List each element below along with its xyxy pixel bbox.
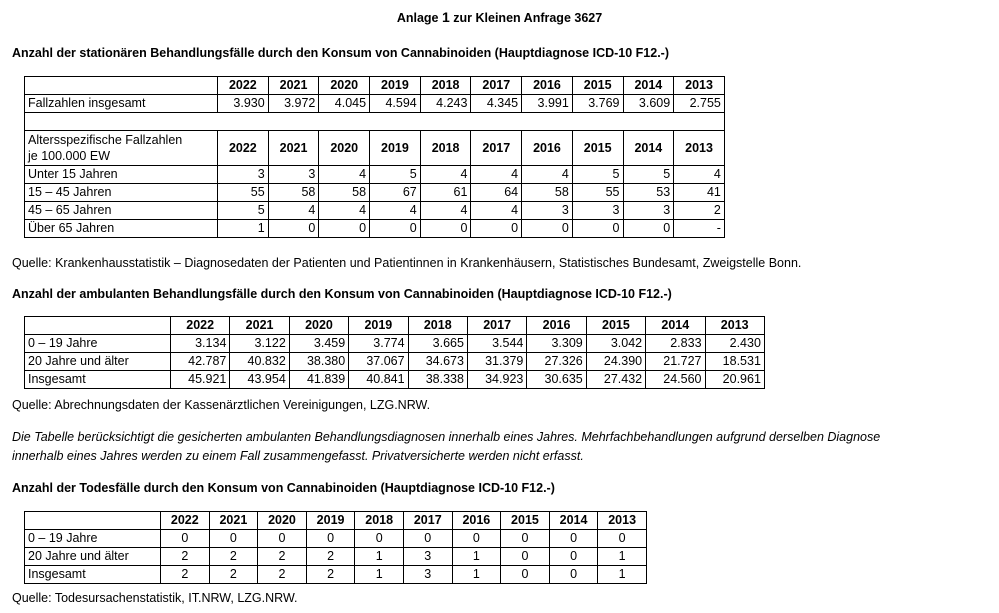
table-cell: 3.769: [572, 95, 623, 113]
table-cell: 2: [209, 548, 258, 566]
table-row: [25, 566, 647, 584]
table-cell: 4.045: [319, 95, 370, 113]
table-cell: 4: [471, 166, 522, 184]
row-label: Insgesamt: [25, 566, 161, 584]
header-row: [25, 131, 725, 166]
table-cell: 1: [452, 566, 501, 584]
row-label: Insgesamt: [25, 371, 171, 389]
row-label: 0 – 19 Jahre: [25, 335, 171, 353]
table-cell: 3.991: [522, 95, 573, 113]
table-cell: 55: [572, 184, 623, 202]
year-header: 2015: [572, 131, 623, 166]
section2-note: [12, 428, 880, 466]
row-label: 20 Jahre und älter: [25, 353, 171, 371]
section2-heading: Anzahl der ambulanten Behandlungsfälle durch den Konsum von Cannabinoiden (Hauptdiagnose ICD-10 F12.-): [12, 287, 672, 301]
table-cell: 0: [355, 530, 404, 548]
document-title: [0, 9, 999, 25]
year-header: 2019: [370, 131, 421, 166]
header-row: [25, 77, 725, 95]
section3-source: Quelle: Todesursachenstatistik, IT.NRW, LZG.NRW.: [12, 591, 298, 605]
table-cell: 67: [370, 184, 421, 202]
table-cell: 21.727: [646, 353, 705, 371]
header-blank-cell: [25, 317, 171, 335]
table-cell: 0: [452, 530, 501, 548]
table-cell: 2.430: [705, 335, 764, 353]
table-cell: 0: [522, 220, 573, 238]
year-header: 2014: [549, 512, 598, 530]
section2-note-line1: Die Tabelle berücksichtigt die gesicherten ambulanten Behandlungsdiagnosen innerhalb eines Jahres. Mehrfachbehandlungen aufgrund derselben Diagnose: [12, 430, 881, 444]
table-cell: 53: [623, 184, 674, 202]
inpatient-table: [24, 76, 725, 238]
table-row: [25, 184, 725, 202]
table-cell: 3.930: [218, 95, 269, 113]
table-cell: 4.594: [370, 95, 421, 113]
year-header: 2016: [522, 131, 573, 166]
table-cell: 3.042: [586, 335, 645, 353]
table-cell: 4.345: [471, 95, 522, 113]
year-header: 2022: [218, 131, 269, 166]
table-cell: 45.921: [171, 371, 230, 389]
section1-heading: Anzahl der stationären Behandlungsfälle durch den Konsum von Cannabinoiden (Hauptdiagnose ICD-10 F12.-): [12, 46, 670, 60]
table-cell: 4: [471, 202, 522, 220]
row-label: 0 – 19 Jahre: [25, 530, 161, 548]
table-cell: 24.390: [586, 353, 645, 371]
table-cell: 0: [549, 530, 598, 548]
table-cell: 0: [623, 220, 674, 238]
year-header: 2021: [268, 77, 319, 95]
table-cell: 1: [452, 548, 501, 566]
table-cell: 64: [471, 184, 522, 202]
table-cell: 0: [161, 530, 210, 548]
header-row: [25, 512, 647, 530]
row-label: Über 65 Jahren: [25, 220, 218, 238]
table-cell: 2: [258, 566, 307, 584]
year-header: 2021: [209, 512, 258, 530]
table-cell: 4: [674, 166, 725, 184]
age-header-line1: Altersspezifische Fallzahlen: [28, 133, 183, 147]
table-row: [25, 166, 725, 184]
table-cell: 0: [258, 530, 307, 548]
table-cell: 2: [258, 548, 307, 566]
table-cell: 1: [355, 548, 404, 566]
table-cell: 41.839: [289, 371, 348, 389]
section2-source: Quelle: Abrechnungsdaten der Kassenärztlichen Vereinigungen, LZG.NRW.: [12, 398, 431, 412]
table-cell: 55: [218, 184, 269, 202]
table-cell: 5: [572, 166, 623, 184]
table-cell: 31.379: [467, 353, 526, 371]
table-cell: 3: [403, 566, 452, 584]
title-prefix: Anlage: [396, 11, 439, 25]
table-cell: 0: [420, 220, 471, 238]
year-header: 2021: [268, 131, 319, 166]
table-cell: 42.787: [171, 353, 230, 371]
table-cell: 61: [420, 184, 471, 202]
table-cell: 3: [572, 202, 623, 220]
table-row: [25, 548, 647, 566]
table-cell: 58: [268, 184, 319, 202]
year-header: 2017: [403, 512, 452, 530]
year-header: 2016: [522, 77, 573, 95]
table-cell: 3.609: [623, 95, 674, 113]
table-cell: 0: [403, 530, 452, 548]
year-header: 2013: [598, 512, 647, 530]
table-row: [25, 335, 765, 353]
table-cell: 4: [420, 202, 471, 220]
row-label: Fallzahlen insgesamt: [25, 95, 218, 113]
table-cell: 3: [623, 202, 674, 220]
year-header: 2017: [471, 131, 522, 166]
year-header: 2015: [572, 77, 623, 95]
title-suffix: zur Kleinen Anfrage 3627: [453, 11, 603, 25]
year-header: 2017: [467, 317, 526, 335]
table-cell: 0: [319, 220, 370, 238]
table-cell: 0: [209, 530, 258, 548]
outpatient-table: [24, 316, 765, 389]
table-cell: 1: [355, 566, 404, 584]
section3-heading: Anzahl der Todesfälle durch den Konsum von Cannabinoiden (Hauptdiagnose ICD-10 F12.-): [12, 481, 555, 495]
year-header: 2014: [623, 131, 674, 166]
table-cell: 0: [370, 220, 421, 238]
year-header: 2020: [319, 77, 370, 95]
year-header: 2015: [501, 512, 550, 530]
year-header: 2018: [355, 512, 404, 530]
table-cell: 2: [306, 566, 355, 584]
table-cell: 3.122: [230, 335, 289, 353]
table-cell: 0: [572, 220, 623, 238]
row-label: 20 Jahre und älter: [25, 548, 161, 566]
table-cell: 3.972: [268, 95, 319, 113]
year-header: 2019: [306, 512, 355, 530]
year-header: 2019: [370, 77, 421, 95]
table-cell: 58: [319, 184, 370, 202]
year-header: 2015: [586, 317, 645, 335]
year-header: 2022: [161, 512, 210, 530]
table-cell: 2: [209, 566, 258, 584]
deaths-table: [24, 511, 647, 584]
year-header: 2016: [452, 512, 501, 530]
row-label: 15 – 45 Jahren: [25, 184, 218, 202]
year-header: 2020: [258, 512, 307, 530]
year-header: 2013: [674, 77, 725, 95]
table-cell: 3: [218, 166, 269, 184]
table-cell: 34.673: [408, 353, 467, 371]
year-header: 2021: [230, 317, 289, 335]
table-cell: 0: [549, 566, 598, 584]
table-cell: 0: [501, 566, 550, 584]
table-cell: 38.380: [289, 353, 348, 371]
table-cell: 1: [598, 566, 647, 584]
table-cell: 4: [420, 166, 471, 184]
year-header: 2022: [218, 77, 269, 95]
table-cell: 5: [370, 166, 421, 184]
table-cell: 0: [501, 530, 550, 548]
table-cell: 0: [501, 548, 550, 566]
row-label: 45 – 65 Jahren: [25, 202, 218, 220]
year-header: 2020: [319, 131, 370, 166]
table-cell: 2: [161, 548, 210, 566]
table-cell: 0: [598, 530, 647, 548]
header-blank-cell: [25, 512, 161, 530]
table-cell: 0: [549, 548, 598, 566]
table-cell: 40.832: [230, 353, 289, 371]
table-cell: 20.961: [705, 371, 764, 389]
table-cell: 2: [674, 202, 725, 220]
table-cell: 2.755: [674, 95, 725, 113]
year-header: 2018: [420, 77, 471, 95]
table-row: [25, 95, 725, 113]
table-cell: 4.243: [420, 95, 471, 113]
table-cell: 4: [319, 166, 370, 184]
year-header: 2019: [349, 317, 408, 335]
table-cell: 3.774: [349, 335, 408, 353]
year-header: 2013: [674, 131, 725, 166]
table-cell: 40.841: [349, 371, 408, 389]
table-cell: 41: [674, 184, 725, 202]
year-header: 2017: [471, 77, 522, 95]
table-cell: 27.432: [586, 371, 645, 389]
table-cell: 3.665: [408, 335, 467, 353]
header-row: [25, 317, 765, 335]
year-header: 2016: [527, 317, 586, 335]
table-cell: 0: [306, 530, 355, 548]
table-cell: 2: [161, 566, 210, 584]
year-header: 2022: [171, 317, 230, 335]
row-label: Unter 15 Jahren: [25, 166, 218, 184]
table-cell: 0: [268, 220, 319, 238]
table-cell: 1: [218, 220, 269, 238]
table-cell: 3: [522, 202, 573, 220]
table-cell: 0: [471, 220, 522, 238]
table-cell: 34.923: [467, 371, 526, 389]
table-cell: 4: [319, 202, 370, 220]
table-cell: 4: [522, 166, 573, 184]
table-cell: 3: [403, 548, 452, 566]
age-header-line2: je 100.000 EW: [28, 149, 110, 163]
title-number: 1: [442, 9, 450, 25]
table-cell: 18.531: [705, 353, 764, 371]
table-cell: 3.309: [527, 335, 586, 353]
year-header: 2018: [408, 317, 467, 335]
year-header: 2020: [289, 317, 348, 335]
table-cell: 4: [370, 202, 421, 220]
section2-note-line2: innerhalb eines Jahres werden zu einem Fall zusammengefasst. Privatversicherte werden nicht erfasst.: [12, 449, 584, 463]
table-cell: 38.338: [408, 371, 467, 389]
table-cell: 5: [623, 166, 674, 184]
table-cell: 3.459: [289, 335, 348, 353]
table-cell: 24.560: [646, 371, 705, 389]
table-cell: 1: [598, 548, 647, 566]
table-cell: 2: [306, 548, 355, 566]
table-cell: 27.326: [527, 353, 586, 371]
table-cell: 3.544: [467, 335, 526, 353]
section1-source: Quelle: Krankenhausstatistik – Diagnosedaten der Patienten und Patientinnen in Krankenhäusern, Statistisches Bundesamt, Zweigstelle Bonn.: [12, 256, 802, 270]
table-cell: 3: [268, 166, 319, 184]
table-cell: 43.954: [230, 371, 289, 389]
table-cell: 3.134: [171, 335, 230, 353]
table-row: [25, 220, 725, 238]
table-row: [25, 202, 725, 220]
spacer-row: [25, 113, 725, 131]
spacer-cell: [25, 113, 725, 131]
table-cell: 4: [268, 202, 319, 220]
year-header: 2013: [705, 317, 764, 335]
table-row: [25, 371, 765, 389]
year-header: 2014: [623, 77, 674, 95]
table-cell: -: [674, 220, 725, 238]
table-cell: 5: [218, 202, 269, 220]
table-row: [25, 353, 765, 371]
age-header-label: [25, 131, 218, 166]
year-header: 2018: [420, 131, 471, 166]
year-header: 2014: [646, 317, 705, 335]
header-blank-cell: [25, 77, 218, 95]
table-cell: 37.067: [349, 353, 408, 371]
table-cell: 30.635: [527, 371, 586, 389]
table-cell: 2.833: [646, 335, 705, 353]
table-cell: 58: [522, 184, 573, 202]
table-row: [25, 530, 647, 548]
